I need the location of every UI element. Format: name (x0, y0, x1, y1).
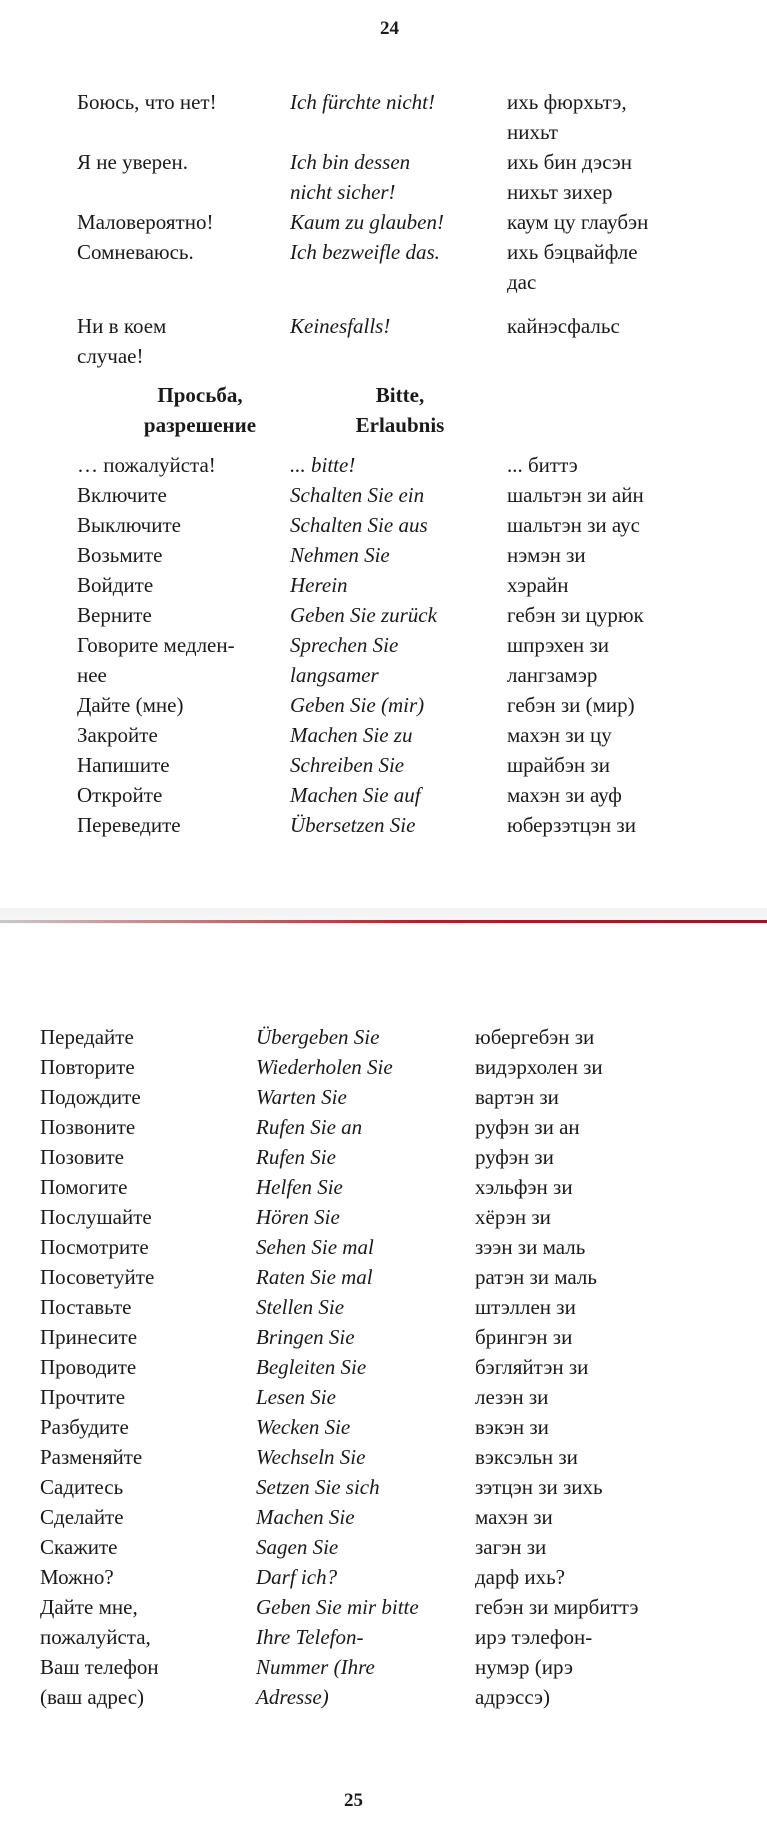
phrase-row (77, 450, 697, 480)
phrase-russian: Дайте мне, пожалуйста, Ваш телефон (ваш адрес) (40, 1595, 159, 1709)
phrase-transcription: хэрайн (507, 573, 569, 597)
phrase-russian: Говорите медлен- нее (77, 633, 235, 687)
phrase-russian: Возьмите (77, 543, 163, 567)
phrase-russian: Передайте (40, 1025, 134, 1049)
phrase-transcription: шальтэн зи айн (507, 483, 644, 507)
phrase-german: Stellen Sie (256, 1295, 345, 1319)
phrase-german: Rufen Sie (256, 1145, 336, 1169)
phrase-row (40, 1292, 700, 1322)
phrase-row (77, 810, 697, 840)
phrase-transcription: брингэн зи (475, 1325, 573, 1349)
phrase-german: Raten Sie mal (256, 1265, 373, 1289)
phrase-block-requests (77, 450, 697, 840)
phrase-transcription: кайнэсфальс (507, 314, 620, 338)
phrase-transcription: вэкэн зи (475, 1415, 549, 1439)
phrase-transcription: каум цу глаубэн (507, 210, 649, 234)
phrase-row (77, 750, 697, 780)
phrase-transcription: махэн зи цу (507, 723, 612, 747)
phrase-transcription: руфэн зи (475, 1145, 554, 1169)
phrase-transcription: шпрэхен зи лангзамэр (507, 633, 609, 687)
phrase-german: Keinesfalls! (290, 314, 391, 338)
phrase-transcription: загэн зи (475, 1535, 547, 1559)
phrase-transcription: зээн зи маль (475, 1235, 586, 1259)
phrase-row (40, 1472, 700, 1502)
phrase-row (40, 1112, 700, 1142)
phrase-german: Nehmen Sie (290, 543, 390, 567)
section-heading-de: Bitte, Erlaubnis (355, 383, 445, 437)
phrase-russian: Посоветуйте (40, 1265, 155, 1289)
phrase-german: Machen Sie auf (290, 783, 421, 807)
phrase-row (77, 207, 697, 237)
phrase-block-doubt (77, 87, 697, 371)
phrase-row (77, 510, 697, 540)
phrase-german: Schreiben Sie (290, 753, 405, 777)
page-number-bottom: 25 (344, 1790, 363, 1811)
phrase-row (77, 780, 697, 810)
phrase-german: Bringen Sie (256, 1325, 355, 1349)
phrase-transcription: хэльфэн зи (475, 1175, 573, 1199)
phrase-row (40, 1202, 700, 1232)
phrase-transcription: ... биттэ (507, 453, 578, 477)
page-divider (0, 908, 767, 924)
phrase-row (77, 540, 697, 570)
phrase-german: Geben Sie zurück (290, 603, 437, 627)
phrase-transcription: ихь бин дэсэн нихьт зихер (507, 150, 633, 204)
phrase-row (40, 1412, 700, 1442)
phrase-transcription: ихь фюрхьтэ, нихьт (507, 90, 627, 144)
phrase-german: Übersetzen Sie (290, 813, 416, 837)
phrase-transcription: хёрэн зи (475, 1205, 551, 1229)
phrase-transcription: махэн зи (475, 1505, 553, 1529)
phrase-row (40, 1262, 700, 1292)
phrase-russian: Маловероятно! (77, 210, 214, 234)
phrase-russian: Ни в коем случае! (77, 314, 167, 368)
phrase-german: Sehen Sie mal (256, 1235, 374, 1259)
phrase-german: Ich fürchte nicht! (290, 90, 436, 114)
phrase-row (77, 237, 697, 297)
phrase-transcription: юберзэтцэн зи (507, 813, 636, 837)
phrase-row (40, 1052, 700, 1082)
phrase-row (40, 1502, 700, 1532)
phrase-transcription: вэксэльн зи (475, 1445, 578, 1469)
phrase-german: Schalten Sie ein (290, 483, 425, 507)
phrase-german: Übergeben Sie (256, 1025, 380, 1049)
phrase-german: Sprechen Sie langsamer (290, 633, 399, 687)
phrase-russian: Садитесь (40, 1475, 124, 1499)
phrase-german: Warten Sie (256, 1085, 347, 1109)
phrase-transcription: руфэн зи ан (475, 1115, 580, 1139)
phrase-row (77, 311, 697, 371)
phrase-transcription: нэмэн зи (507, 543, 586, 567)
phrase-russian: Откройте (77, 783, 163, 807)
phrase-russian: Принесите (40, 1325, 138, 1349)
phrase-russian: Я не уверен. (77, 150, 188, 174)
phrase-german: Hören Sie (256, 1205, 340, 1229)
phrase-transcription: шрайбэн зи (507, 753, 610, 777)
phrase-russian: … пожалуйста! (77, 453, 216, 477)
phrase-russian: Послушайте (40, 1205, 152, 1229)
phrase-row (40, 1592, 700, 1712)
phrase-russian: Войдите (77, 573, 154, 597)
phrase-transcription: ихь бэцвайфле дас (507, 240, 638, 294)
phrase-german: Machen Sie (256, 1505, 355, 1529)
phrase-russian: Поставьте (40, 1295, 132, 1319)
phrase-russian: Напишите (77, 753, 170, 777)
phrase-russian: Боюсь, что нет! (77, 90, 217, 114)
phrase-transcription: гебэн зи цурюк (507, 603, 644, 627)
phrase-row (40, 1322, 700, 1352)
phrase-transcription: юбергебэн зи (475, 1025, 595, 1049)
phrase-row (40, 1142, 700, 1172)
phrase-russian: Посмотрите (40, 1235, 149, 1259)
phrase-german: ... bitte! (290, 453, 356, 477)
phrase-row (40, 1352, 700, 1382)
phrase-transcription: дарф ихь? (475, 1565, 565, 1589)
phrase-russian: Повторите (40, 1055, 135, 1079)
phrase-german: Lesen Sie (256, 1385, 336, 1409)
phrase-german: Wiederholen Sie (256, 1055, 393, 1079)
phrase-russian: Верните (77, 603, 152, 627)
phrase-row (77, 630, 697, 690)
phrase-german: Darf ich? (256, 1565, 338, 1589)
phrase-row (40, 1082, 700, 1112)
phrase-russian: Проводите (40, 1355, 137, 1379)
phrase-german: Begleiten Sie (256, 1355, 367, 1379)
phrase-russian: Переведите (77, 813, 181, 837)
phrase-russian: Подождите (40, 1085, 141, 1109)
phrase-german: Helfen Sie (256, 1175, 343, 1199)
phrase-russian: Сомневаюсь. (77, 240, 194, 264)
phrase-row (77, 600, 697, 630)
phrase-row (40, 1532, 700, 1562)
phrase-row (40, 1442, 700, 1472)
phrase-russian: Дайте (мне) (77, 693, 184, 717)
phrase-block-requests-continued (40, 1022, 700, 1712)
phrase-german: Geben Sie (mir) (290, 693, 425, 717)
phrase-russian: Разбудите (40, 1415, 129, 1439)
phrase-russian: Прочтите (40, 1385, 126, 1409)
phrase-transcription: шальтэн зи аус (507, 513, 640, 537)
phrase-transcription: гебэн зи мирбиттэ ирэ тэлефон- нумэр (ирэ адрэссэ) (475, 1595, 639, 1709)
phrase-german: Kaum zu glauben! (290, 210, 444, 234)
phrase-row (77, 690, 697, 720)
phrase-row (40, 1382, 700, 1412)
phrase-german: Sagen Sie (256, 1535, 339, 1559)
phrase-german: Wechseln Sie (256, 1445, 366, 1469)
phrase-transcription: видэрхолен зи (475, 1055, 603, 1079)
phrase-row (40, 1562, 700, 1592)
phrase-russian: Сделайте (40, 1505, 124, 1529)
phrase-russian: Позовите (40, 1145, 124, 1169)
section-heading-ru: Просьба, разрешение (143, 383, 257, 437)
page-number-top: 24 (380, 18, 399, 39)
phrase-german: Machen Sie zu (290, 723, 413, 747)
phrase-russian: Выключите (77, 513, 181, 537)
phrase-row (77, 720, 697, 750)
phrase-german: Rufen Sie an (256, 1115, 363, 1139)
phrase-row (77, 147, 697, 207)
phrase-row (40, 1232, 700, 1262)
phrase-russian: Позвоните (40, 1115, 136, 1139)
phrase-transcription: махэн зи ауф (507, 783, 622, 807)
phrase-row (77, 570, 697, 600)
phrase-russian: Можно? (40, 1565, 114, 1589)
phrase-russian: Скажите (40, 1535, 118, 1559)
phrase-transcription: вартэн зи (475, 1085, 559, 1109)
phrase-german: Setzen Sie sich (256, 1475, 380, 1499)
phrase-row (77, 480, 697, 510)
phrase-german: Schalten Sie aus (290, 513, 428, 537)
phrase-transcription: лезэн зи (475, 1385, 549, 1409)
phrase-row (40, 1022, 700, 1052)
phrase-russian: Включите (77, 483, 167, 507)
phrase-german: Herein (290, 573, 348, 597)
phrase-german: Geben Sie mir bitte Ihre Telefon- Nummer (Ihre Adresse) (256, 1595, 419, 1709)
phrase-russian: Разменяйте (40, 1445, 143, 1469)
phrase-row (40, 1172, 700, 1202)
phrase-german: Ich bin dessen nicht sicher! (290, 150, 411, 204)
phrase-german: Wecken Sie (256, 1415, 351, 1439)
phrase-russian: Закройте (77, 723, 158, 747)
phrase-transcription: штэллен зи (475, 1295, 576, 1319)
phrase-transcription: ратэн зи маль (475, 1265, 597, 1289)
phrase-transcription: зэтцэн зи зихь (475, 1475, 603, 1499)
phrase-transcription: бэгляйтэн зи (475, 1355, 589, 1379)
phrase-row (77, 87, 697, 147)
phrase-russian: Помогите (40, 1175, 128, 1199)
phrase-german: Ich bezweifle das. (290, 240, 440, 264)
phrase-transcription: гебэн зи (мир) (507, 693, 635, 717)
